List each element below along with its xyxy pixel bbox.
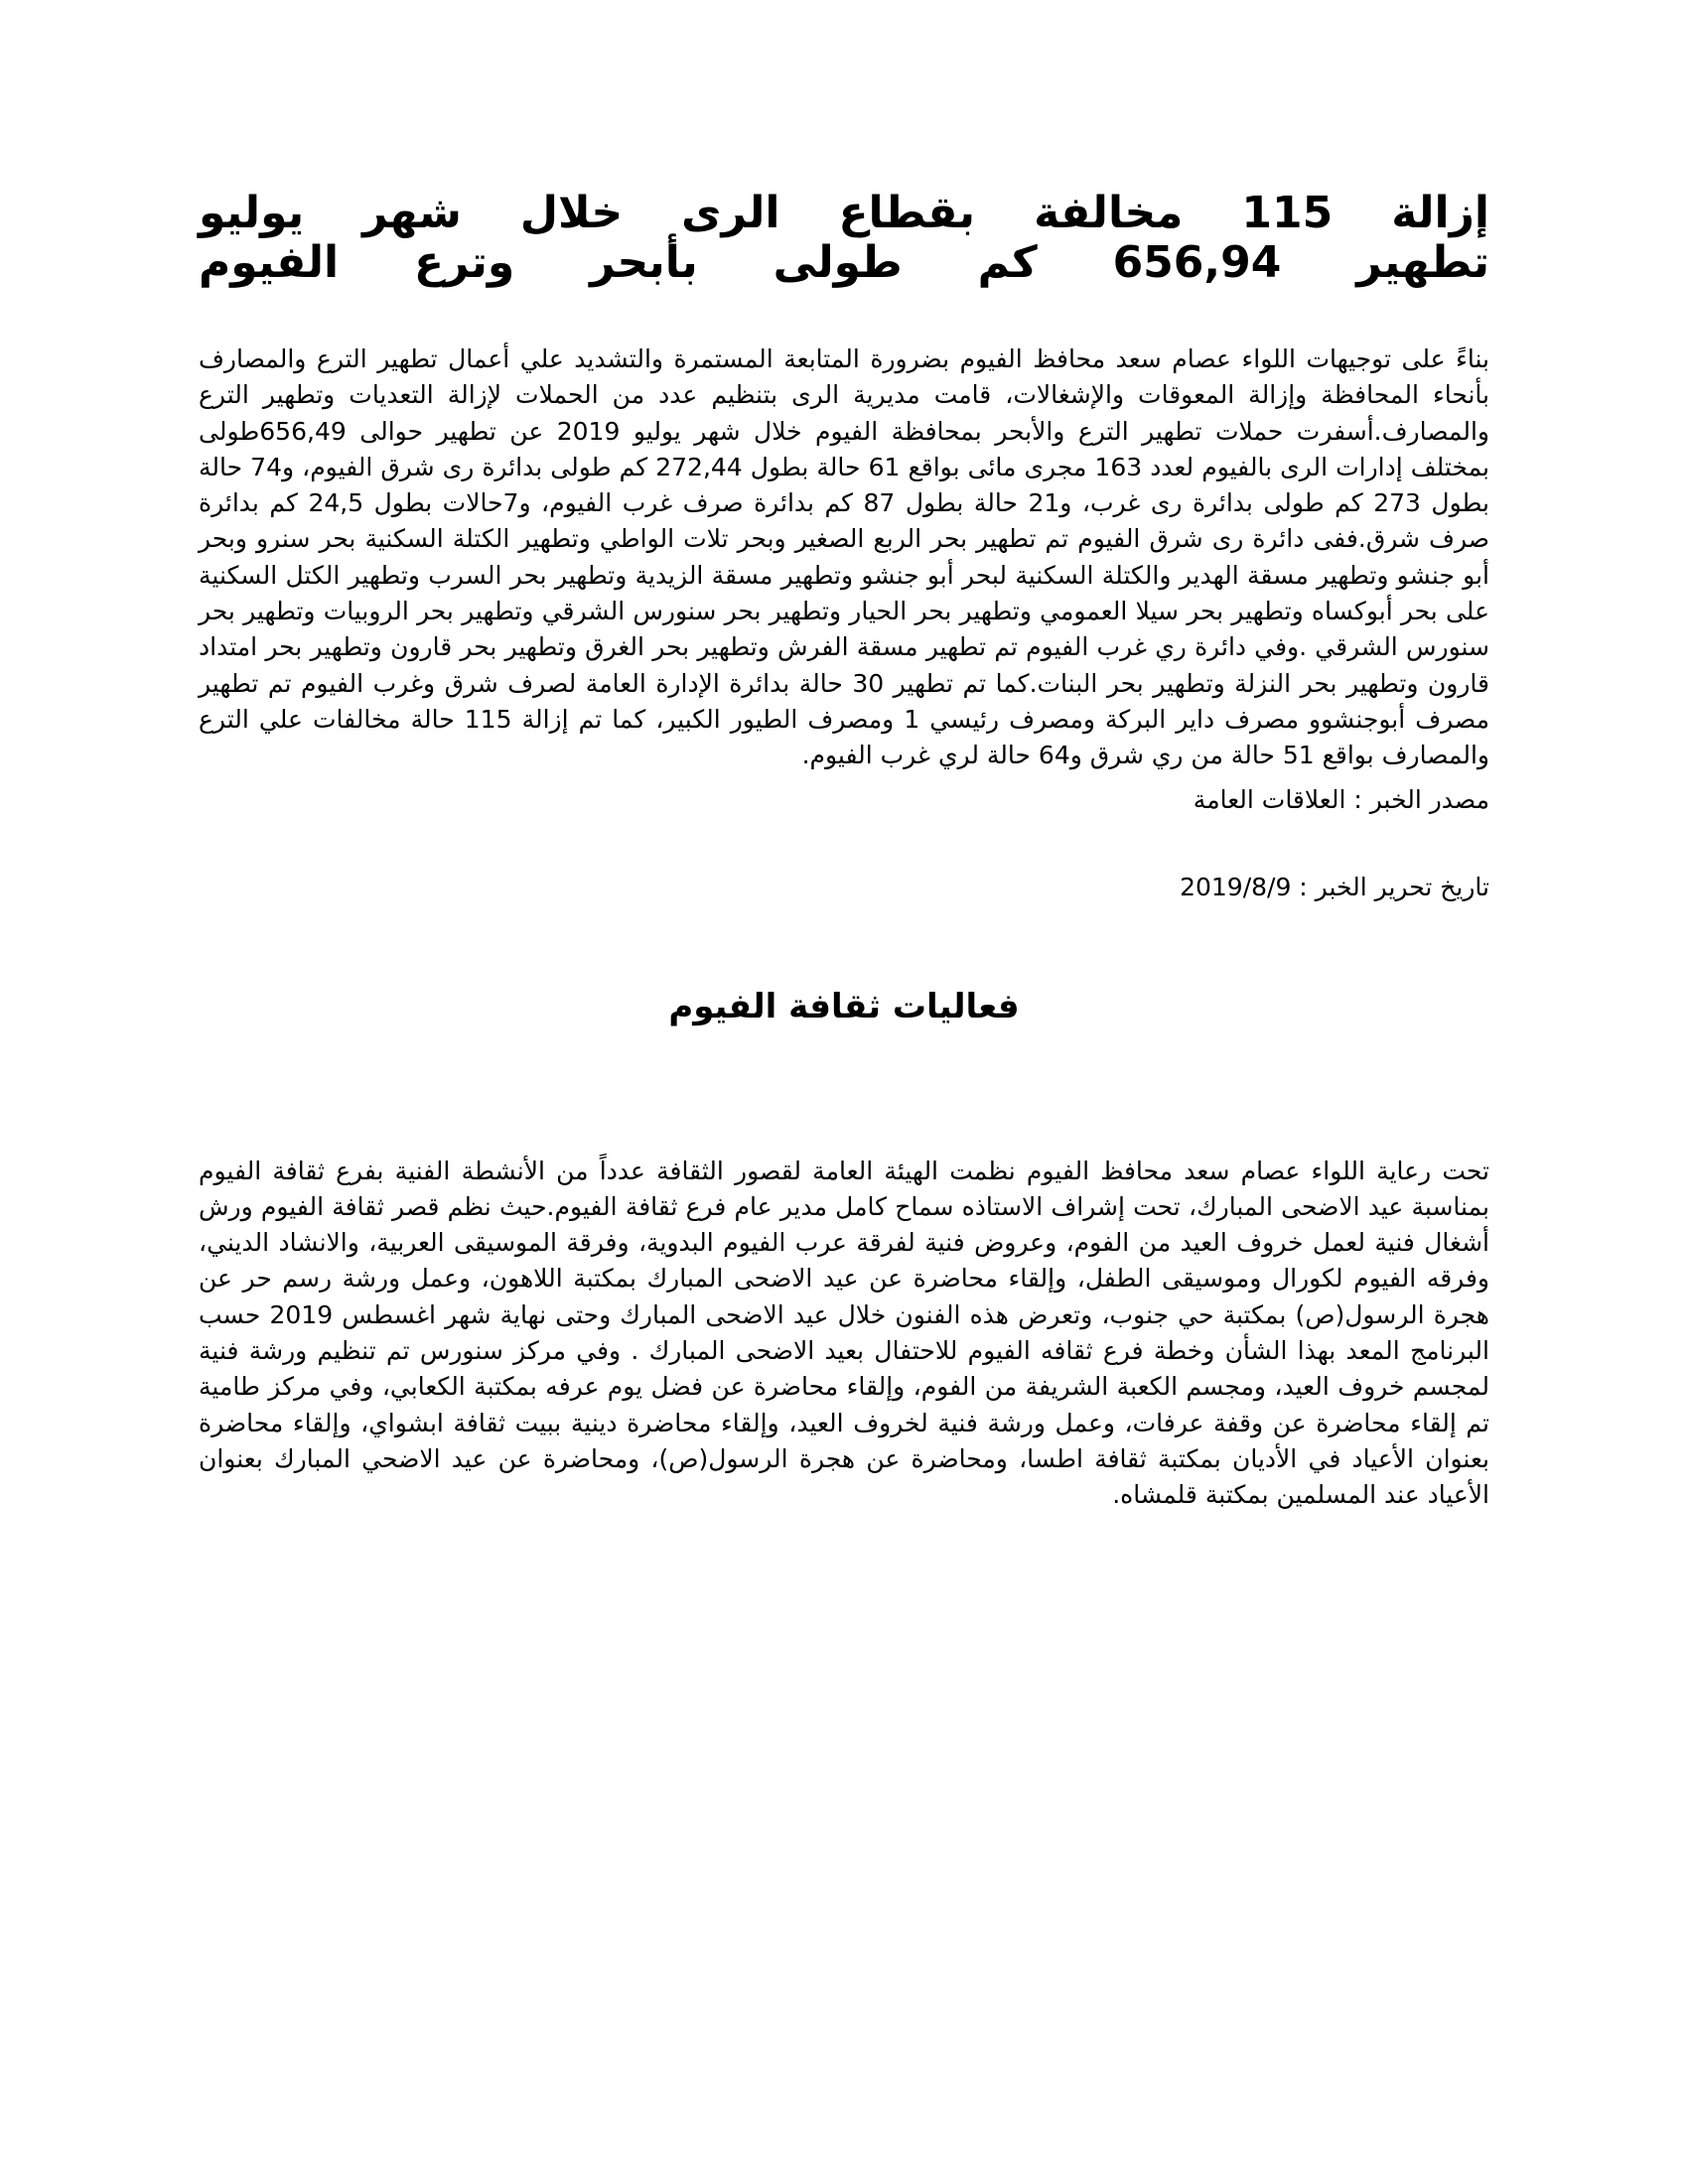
section-title: فعاليات ثقافة الفيوم [668,986,1020,1026]
news-date: تاريخ تحرير الخبر : 2019/8/9 [1180,872,1489,901]
headline-line-1: إزالة 115 مخالفة بقطاع الرى خلال شهر يوليو [199,188,1489,238]
article-body: بناءً على توجيهات اللواء عصام سعد محافظ الفيوم بضرورة المتابعة المستمرة والتشديد علي أعمال تطهير الترع والمصارف بأنحاء المحافظة وإزالة المعوقات والإشغالات، قامت مديرية الرى بتنظيم عدد من الحملات لإزالة التعديات وتطهير الترع والمصارف.أسفرت حملات تطهير الترع والأبحر بمحافظة الفيوم خلال شهر يوليو 2019 عن تطهير حوالى 656,49طولى بمختلف إدارات الرى بالفيوم لعدد 163 مجرى مائى بواقع 61 حالة بطول 272,44 كم طولى بدائرة رى شرق الفيوم، و74 حالة بطول 273 كم طولى بدائرة رى غرب، و21 حالة بطول 87 كم بدائرة صرف غرب الفيوم، و7حالات بطول 24,5 كم بدائرة صرف شرق.ففى دائرة رى شرق الفيوم تم تطهير بحر الربع الصغير وبحر تلات الواطي وتطهير الكتلة السكنية بحر سنرو وبحر أبو جنشو وتطهير مسقة الهدير والكتلة السكنية لبحر أبو جنشو وتطهير مسقة الزيدية وتطهير بحر السرب وتطهير الكتل السكنية على بحر أبوكساه وتطهير بحر سيلا العمومي وتطهير بحر الحيار وتطهير بحر سنورس الشرقي وتطهير بحر الروبيات وتطهير بحر سنورس الشرقي .وفي دائرة ري غرب الفيوم تم تطهير مسقة الفرش وتطهير بحر الغرق وتطهير بحر قارون وتطهير بحر امتداد قارون وتطهير بحر النزلة وتطهير بحر البنات.كما تم تطهير 30 حالة بدائرة الإدارة العامة لصرف شرق وغرب الفيوم تم تطهير مصرف أبوجنشوو مصرف داير البركة ومصرف رئيسي 1 ومصرف الطيور الكبير، كما تم إزالة 115 حالة مخالفات علي الترع والمصارف بواقع 51 حالة من ري شرق و64 حالة لري غرب الفيوم. [199,344,1489,770]
culture-article-body: تحت رعاية اللواء عصام سعد محافظ الفيوم نظمت الهيئة العامة لقصور الثقافة عدداً من الأنشطة الفنية بفرع ثقافة الفيوم بمناسبة عيد الاضحى المبارك، تحت إشراف الاستاذه سماح كامل مدير عام فرع ثقافة الفيوم.حيث نظم قصر ثقافة الفيوم ورش أشغال فنية لعمل خروف العيد من الفوم، وعروض فنية لفرقة عرب الفيوم البدوية، وفرقة الموسيقى العربية، والانشاد الديني، وفرقه الفيوم لكورال وموسيقى الطفل، وإلقاء محاضرة عن عيد الاضحى المبارك بمكتبة اللاهون، وعمل ورشة رسم حر عن هجرة الرسول(ص) بمكتبة حي جنوب، وتعرض هذه الفنون خلال عيد الاضحى المبارك وحتى نهاية شهر اغسطس 2019 حسب البرنامج المعد بهذا الشأن وخطة فرع ثقافه الفيوم للاحتفال بعيد الاضحى المبارك . وفي مركز سنورس تم تنظيم ورشة فنية لمجسم خروف العيد، ومجسم الكعبة الشريفة من الفوم، وإلقاء محاضرة عن فضل يوم عرفه بمكتبة الكعابي، وفي مركز طامية تم إلقاء محاضرة عن وقفة عرفات، وعمل ورشة فنية لخروف العيد، وإلقاء محاضرة دينية ببيت ثقافة ابشواي، وإلقاء محاضرة بعنوان الأعياد في الأديان بمكتبة ثقافة اطسا، ومحاضرة عن هجرة الرسول(ص)، ومحاضرة عن عيد الاضحي المبارك بعنوان الأعياد عند المسلمين بمكتبة قلمشاه. [199,1156,1489,1510]
document-page [199,189,1489,1514]
news-source: مصدر الخبر : العلاقات العامة [1193,784,1489,814]
article-headline [199,189,1489,288]
headline-line-2: تطهير 656,94 كم طولى بأبحر وترع الفيوم [199,237,1489,288]
